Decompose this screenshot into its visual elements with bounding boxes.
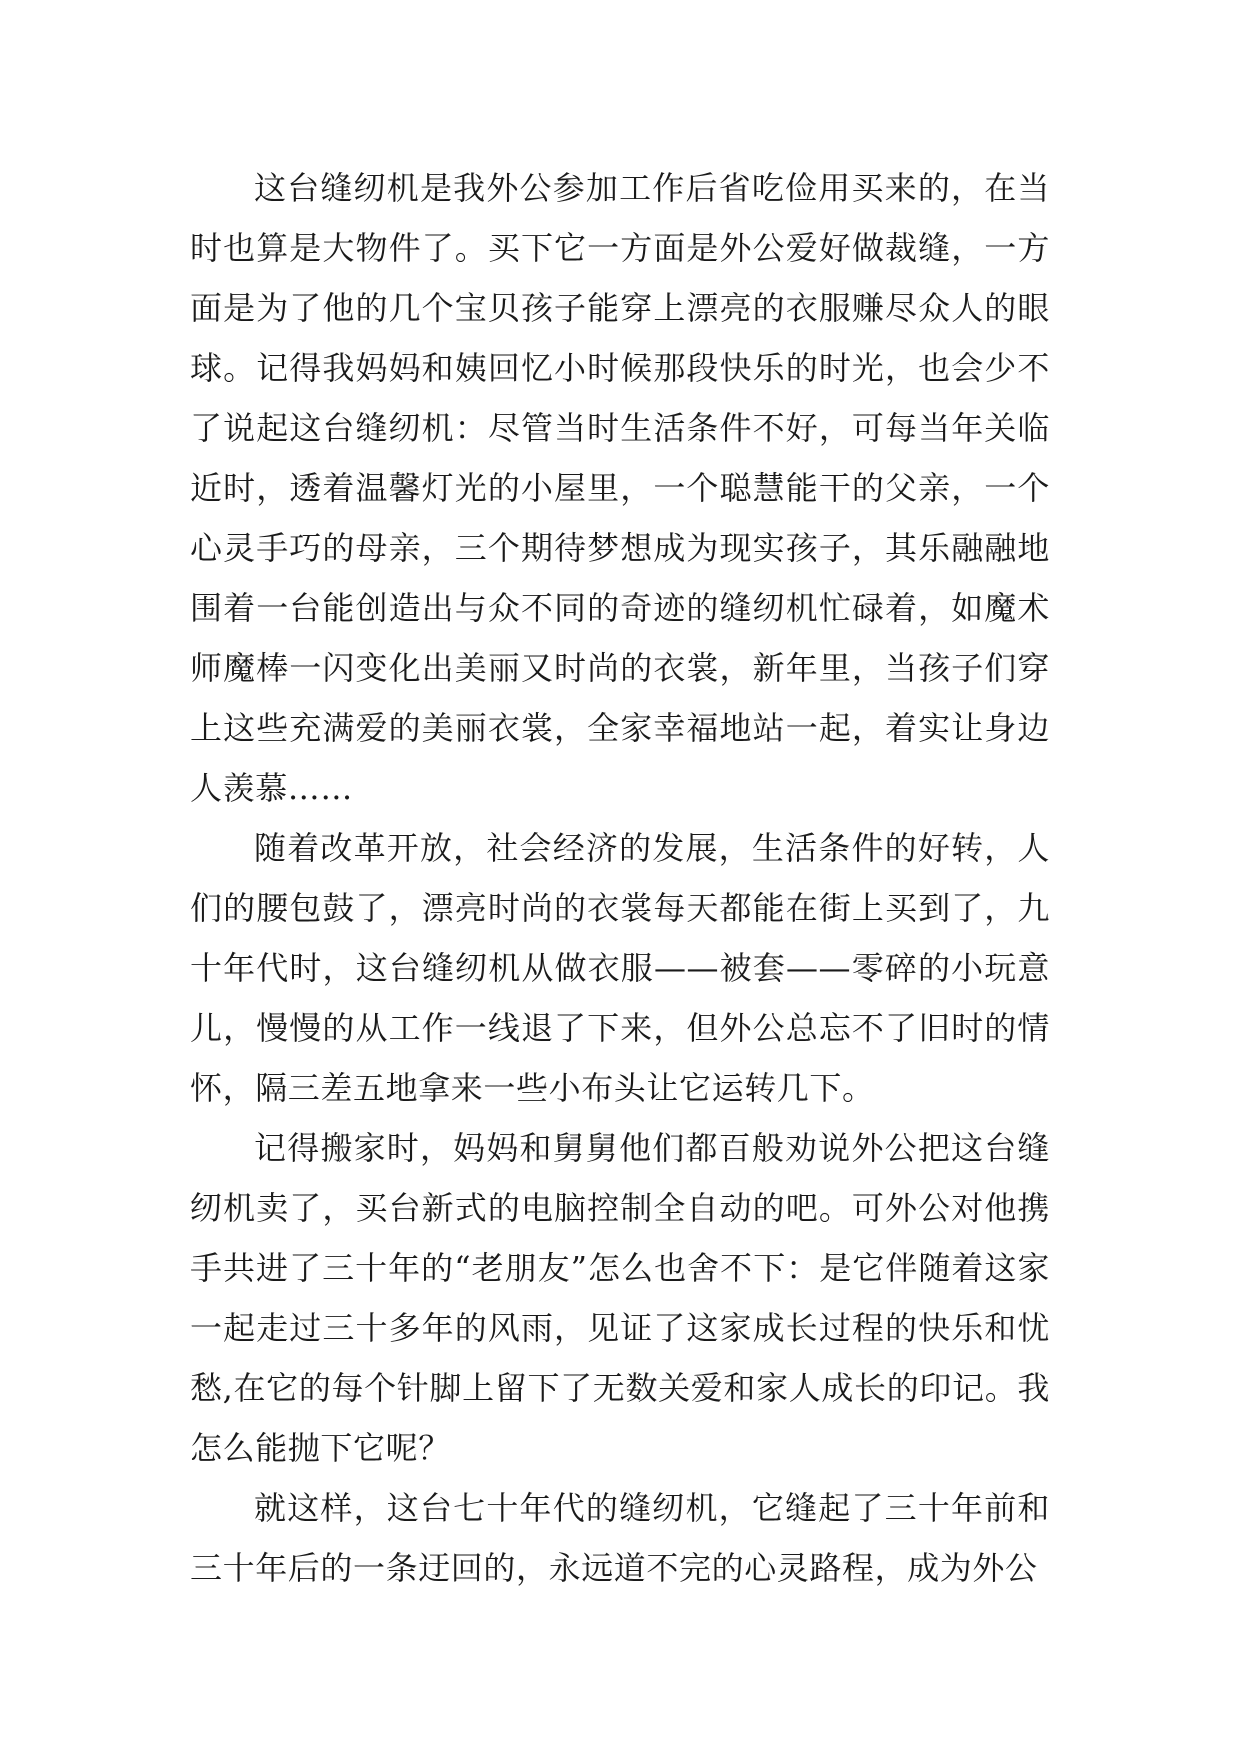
paragraph-2: 随着改革开放，社会经济的发展，生活条件的好转，人们的腰包鼓了，漂亮时尚的衣裳每天都能在街上买到了，九十年代时，这台缝纫机从做衣服——被套——零碎的小玩意儿，慢慢的从工作一线退了下来，但外公总忘不了旧时的情怀，隔三差五地拿来一些小布头让它运转几下。 bbox=[190, 829, 1050, 1107]
paragraph-4: 就这样，这台七十年代的缝纫机，它缝起了三十年前和三十年后的一条迂回的，永远道不完的心灵路程，成为外公 bbox=[190, 1489, 1050, 1587]
paragraph-1: 这台缝纫机是我外公参加工作后省吃俭用买来的，在当时也算是大物件了。买下它一方面是外公爱好做裁缝，一方面是为了他的几个宝贝孩子能穿上漂亮的衣服赚尽众人的眼球。记得我妈妈和姨回忆小时候那段快乐的时光，也会少不了说起这台缝纫机：尽管当时生活条件不好，可每当年关临近时，透着温馨灯光的小屋里，一个聪慧能干的父亲，一个心灵手巧的母亲，三个期待梦想成为现实孩子，其乐融融地围着一台能创造出与众不同的奇迹的缝纫机忙碌着，如魔术师魔棒一闪变化出美丽又时尚的衣裳，新年里，当孩子们穿上这些充满爱的美丽衣裳，全家幸福地站一起，着实让身边人羡慕…… bbox=[190, 169, 1050, 807]
paragraph-3: 记得搬家时，妈妈和舅舅他们都百般劝说外公把这台缝纫机卖了，买台新式的电脑控制全自动的吧。可外公对他携手共进了三十年的“老朋友”怎么也舍不下：是它伴随着这家一起走过三十多年的风雨，见证了这家成长过程的快乐和忧愁,在它的每个针脚上留下了无数关爱和家人成长的印记。我怎么能抛下它呢？ bbox=[190, 1129, 1050, 1467]
document-body bbox=[190, 158, 1050, 1598]
